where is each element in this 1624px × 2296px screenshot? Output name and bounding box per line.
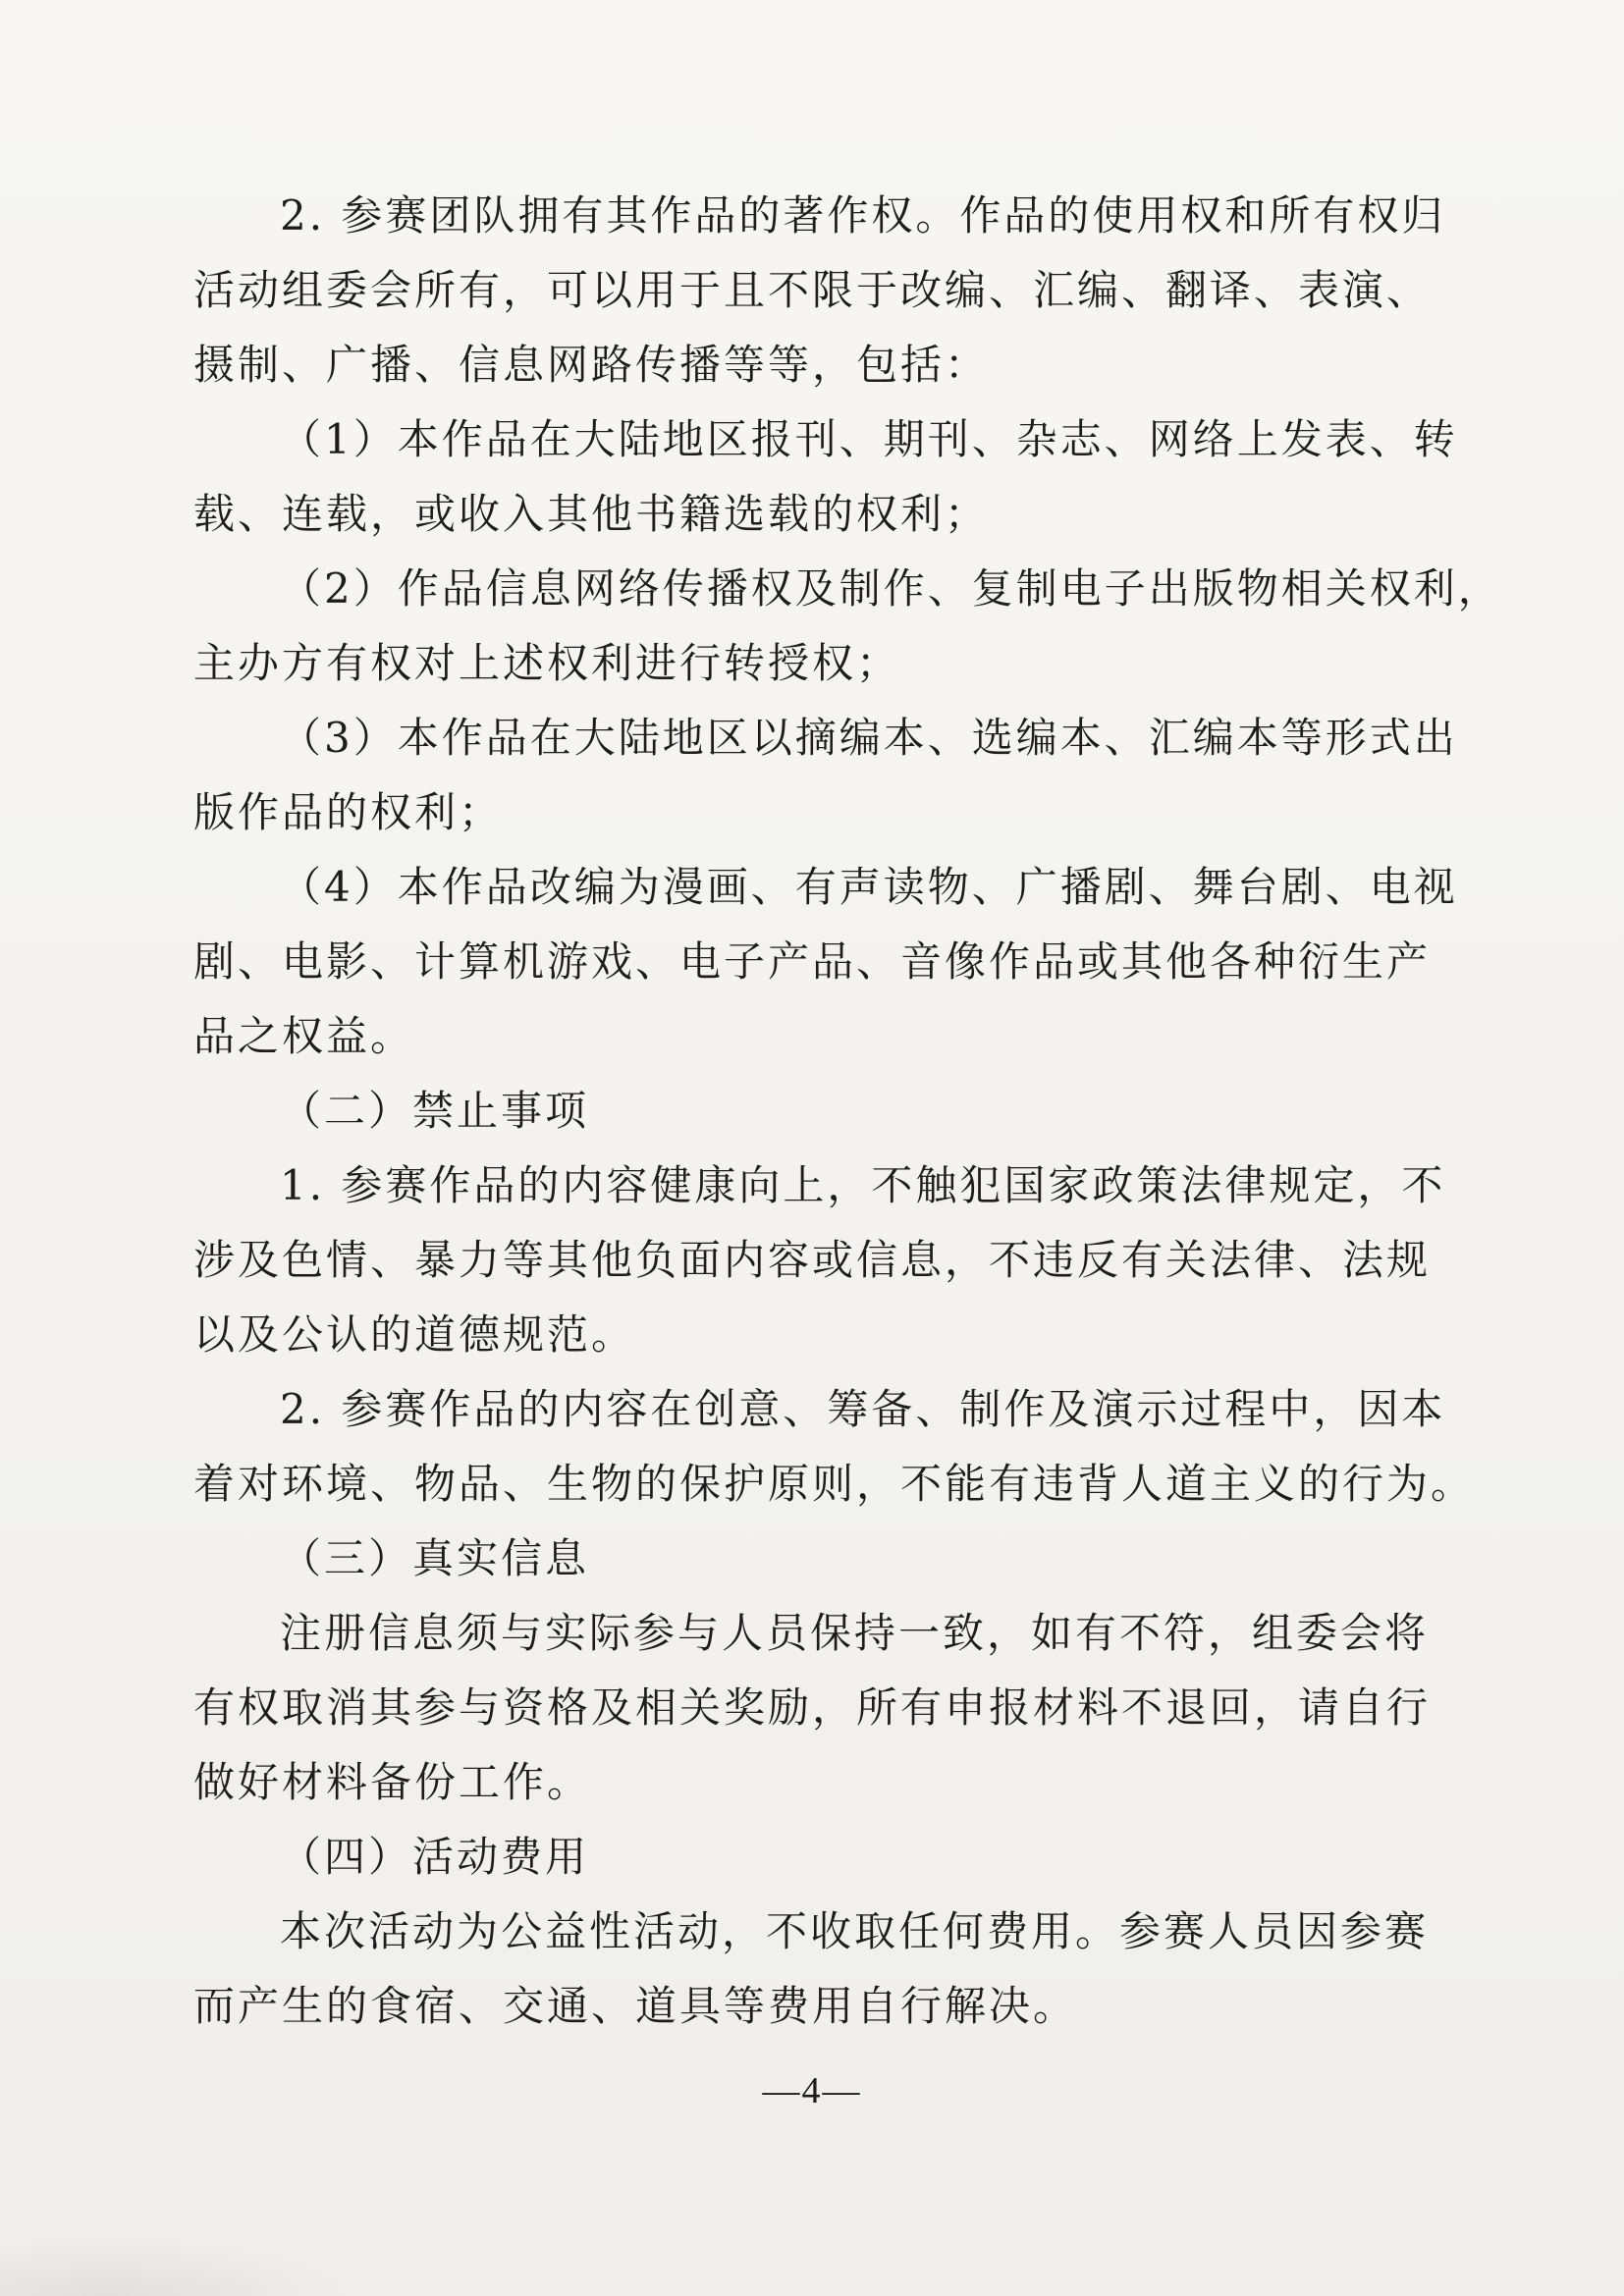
- text-line: 载、连载，或收入其他书籍选载的权利；: [193, 490, 990, 538]
- text-line: （3）本作品在大陆地区以摘编本、选编本、汇编本等形式出: [280, 714, 1458, 762]
- text-line: 涉及色情、暴力等其他负面内容或信息，不违反有关法律、法规: [193, 1236, 1432, 1284]
- page-number: —4—: [762, 2070, 862, 2111]
- text-line: （2）作品信息网络传播权及制作、复制电子出版物相关权利，: [280, 564, 1502, 613]
- text-line: 版作品的权利；: [193, 788, 504, 836]
- text-line: （1）本作品在大陆地区报刊、期刊、杂志、网络上发表、转: [280, 415, 1458, 463]
- text-line: 着对环境、物品、生物的保护原则，不能有违背人道主义的行为。: [193, 1460, 1476, 1508]
- text-line: （三）真实信息: [280, 1534, 590, 1582]
- text-line: 做好材料备份工作。: [193, 1758, 592, 1806]
- text-line: 摄制、广播、信息网路传播等等，包括：: [193, 341, 990, 389]
- text-line: 而产生的食宿、交通、道具等费用自行解决。: [193, 1982, 1078, 2030]
- text-line: 主办方有权对上述权利进行转授权；: [193, 639, 901, 687]
- text-line: （4）本作品改编为漫画、有声读物、广播剧、舞台剧、电视: [280, 863, 1458, 911]
- text-line: 注册信息须与实际参与人员保持一致，如有不符，组委会将: [280, 1609, 1430, 1657]
- text-line: 品之权益。: [193, 1012, 415, 1060]
- text-line: 活动组委会所有，可以用于且不限于改编、汇编、翻译、表演、: [193, 266, 1432, 314]
- text-line: 有权取消其参与资格及相关奖励，所有申报材料不退回，请自行: [193, 1683, 1432, 1732]
- text-line: 1. 参赛作品的内容健康向上，不触犯国家政策法律规定，不: [280, 1161, 1446, 1209]
- text-line: 2. 参赛作品的内容在创意、筹备、制作及演示过程中，因本: [280, 1385, 1446, 1433]
- text-line: 本次活动为公益性活动，不收取任何费用。参赛人员因参赛: [280, 1907, 1430, 1955]
- text-line: 以及公认的道德规范。: [193, 1310, 636, 1359]
- text-line: 2. 参赛团队拥有其作品的著作权。作品的使用权和所有权归: [280, 191, 1446, 240]
- scan-shadow: [0, 2237, 353, 2296]
- text-line: （二）禁止事项: [280, 1087, 590, 1135]
- text-line: 剧、电影、计算机游戏、电子产品、音像作品或其他各种衍生产: [193, 937, 1432, 986]
- text-line: （四）活动费用: [280, 1833, 590, 1881]
- body-text: [193, 179, 1502, 2044]
